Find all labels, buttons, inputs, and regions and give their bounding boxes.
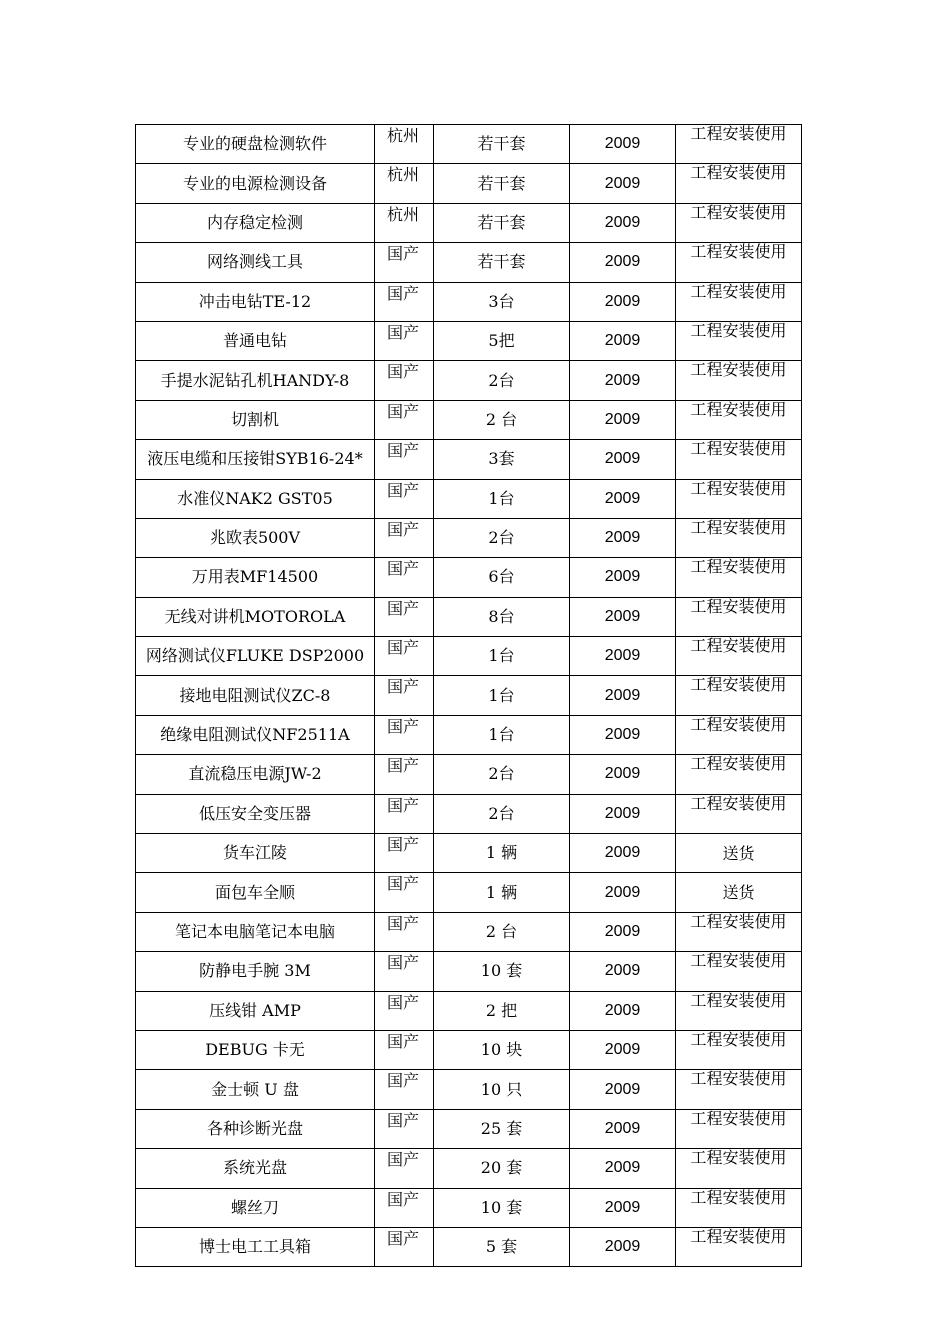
equipment-name-cell: 低压安全变压器 [136, 794, 375, 833]
equipment-name-cell: 货车江陵 [136, 834, 375, 873]
origin-cell: 国产 [375, 243, 434, 282]
table-row [136, 558, 802, 597]
origin-cell: 国产 [375, 991, 434, 1030]
quantity-cell: 2台 [434, 794, 570, 833]
year-cell: 2009 [570, 440, 676, 479]
equipment-name-cell: 金士顿 U 盘 [136, 1070, 375, 1109]
year-cell: 2009 [570, 1149, 676, 1188]
equipment-name-cell: 水准仪NAK2 GST05 [136, 479, 375, 518]
origin-cell: 国产 [375, 597, 434, 636]
quantity-cell: 1 辆 [434, 873, 570, 912]
year-cell: 2009 [570, 1030, 676, 1069]
table-row [136, 321, 802, 360]
equipment-name-cell: 防静电手腕 3M [136, 952, 375, 991]
origin-cell: 国产 [375, 794, 434, 833]
quantity-cell: 8台 [434, 597, 570, 636]
table-row [136, 440, 802, 479]
usage-cell [676, 400, 802, 439]
quantity-cell: 3套 [434, 440, 570, 479]
year-cell: 2009 [570, 597, 676, 636]
origin-cell: 国产 [375, 361, 434, 400]
equipment-name-cell: 系统光盘 [136, 1149, 375, 1188]
table-row [136, 755, 802, 794]
year-cell: 2009 [570, 479, 676, 518]
table-row [136, 1030, 802, 1069]
table-row [136, 912, 802, 951]
year-cell: 2009 [570, 125, 676, 164]
usage-text: 工程安装使用 [690, 991, 787, 1010]
origin-cell: 国产 [375, 1149, 434, 1188]
equipment-name-cell: 接地电阻测试仪ZC-8 [136, 676, 375, 715]
year-cell: 2009 [570, 282, 676, 321]
usage-cell [676, 755, 802, 794]
table-row [136, 1188, 802, 1227]
usage-text: 工程安装使用 [690, 360, 787, 380]
table-row [136, 282, 802, 321]
origin-cell: 国产 [375, 1070, 434, 1109]
equipment-name-cell: 兆欧表500V [136, 518, 375, 557]
usage-text: 工程安装使用 [690, 597, 787, 616]
table-row [136, 400, 802, 439]
origin-cell: 国产 [375, 282, 434, 321]
quantity-cell: 1 辆 [434, 834, 570, 873]
usage-cell [676, 518, 802, 557]
usage-cell [676, 243, 802, 282]
quantity-cell: 10 块 [434, 1030, 570, 1069]
table-row [136, 243, 802, 282]
equipment-name-cell: 面包车全顺 [136, 873, 375, 912]
year-cell: 2009 [570, 361, 676, 400]
usage-text: 工程安装使用 [690, 242, 787, 262]
equipment-name-cell: 内存稳定检测 [136, 203, 375, 242]
table-row [136, 125, 802, 164]
equipment-name-cell: 冲击电钻TE-12 [136, 282, 375, 321]
equipment-name-cell: 笔记本电脑笔记本电脑 [136, 912, 375, 951]
usage-text: 工程安装使用 [690, 479, 787, 498]
quantity-cell: 2台 [434, 518, 570, 557]
equipment-name-cell: 专业的硬盘检测软件 [136, 125, 375, 164]
quantity-cell: 若干套 [434, 243, 570, 282]
origin-cell: 国产 [375, 1227, 434, 1266]
usage-cell [676, 676, 802, 715]
usage-text: 工程安装使用 [690, 794, 787, 813]
usage-cell [676, 164, 802, 203]
usage-cell [676, 282, 802, 321]
year-cell: 2009 [570, 676, 676, 715]
quantity-cell: 25 套 [434, 1109, 570, 1148]
quantity-cell: 1台 [434, 637, 570, 676]
origin-cell: 国产 [375, 321, 434, 360]
quantity-cell: 1台 [434, 715, 570, 754]
origin-cell: 国产 [375, 755, 434, 794]
origin-cell: 国产 [375, 1109, 434, 1148]
usage-cell [676, 794, 802, 833]
usage-text: 工程安装使用 [690, 321, 787, 340]
year-cell: 2009 [570, 991, 676, 1030]
table-row [136, 1109, 802, 1148]
usage-text: 工程安装使用 [690, 715, 787, 734]
quantity-cell: 2 台 [434, 400, 570, 439]
equipment-name-cell: 网络测线工具 [136, 243, 375, 282]
origin-cell: 国产 [375, 400, 434, 439]
year-cell: 2009 [570, 243, 676, 282]
usage-text: 工程安装使用 [690, 951, 787, 971]
table-row [136, 203, 802, 242]
usage-text: 工程安装使用 [690, 282, 787, 301]
usage-text: 工程安装使用 [690, 1030, 787, 1049]
quantity-cell: 2台 [434, 755, 570, 794]
quantity-cell: 1台 [434, 676, 570, 715]
usage-text: 工程安装使用 [690, 636, 787, 656]
origin-cell: 国产 [375, 912, 434, 951]
quantity-cell: 10 套 [434, 952, 570, 991]
equipment-name-cell: 液压电缆和压接钳SYB16-24* [136, 440, 375, 479]
year-cell: 2009 [570, 1188, 676, 1227]
usage-cell [676, 991, 802, 1030]
year-cell: 2009 [570, 715, 676, 754]
equipment-name-cell: 网络测试仪FLUKE DSP2000 [136, 637, 375, 676]
usage-text: 工程安装使用 [690, 754, 787, 774]
year-cell: 2009 [570, 794, 676, 833]
table-row [136, 1149, 802, 1188]
usage-cell [676, 1188, 802, 1227]
table-row [136, 715, 802, 754]
quantity-cell: 5 套 [434, 1227, 570, 1266]
table-row [136, 637, 802, 676]
table-row [136, 873, 802, 912]
usage-text: 工程安装使用 [690, 518, 787, 537]
year-cell: 2009 [570, 952, 676, 991]
origin-cell: 国产 [375, 479, 434, 518]
usage-cell [676, 361, 802, 400]
usage-cell [676, 715, 802, 754]
table-row [136, 991, 802, 1030]
origin-cell: 国产 [375, 676, 434, 715]
equipment-table [135, 124, 802, 1267]
year-cell: 2009 [570, 1227, 676, 1266]
quantity-cell: 若干套 [434, 125, 570, 164]
table-row [136, 794, 802, 833]
usage-text: 工程安装使用 [690, 203, 787, 222]
usage-text: 工程安装使用 [690, 1148, 787, 1168]
usage-cell [676, 321, 802, 360]
usage-cell [676, 1227, 802, 1266]
year-cell: 2009 [570, 203, 676, 242]
equipment-name-cell: 绝缘电阻测试仪NF2511A [136, 715, 375, 754]
quantity-cell: 5把 [434, 321, 570, 360]
quantity-cell: 20 套 [434, 1149, 570, 1188]
table-row [136, 952, 802, 991]
year-cell: 2009 [570, 518, 676, 557]
usage-cell [676, 125, 802, 164]
table-row [136, 518, 802, 557]
usage-cell [676, 203, 802, 242]
quantity-cell: 若干套 [434, 164, 570, 203]
year-cell: 2009 [570, 558, 676, 597]
equipment-name-cell: 无线对讲机MOTOROLA [136, 597, 375, 636]
usage-cell [676, 1109, 802, 1148]
usage-text: 送货 [722, 843, 755, 863]
usage-cell [676, 912, 802, 951]
table-row [136, 834, 802, 873]
origin-cell: 杭州 [375, 203, 434, 242]
equipment-table-body [136, 125, 802, 1267]
table-row [136, 361, 802, 400]
usage-text: 工程安装使用 [690, 1227, 787, 1246]
equipment-name-cell: 各种诊断光盘 [136, 1109, 375, 1148]
usage-text: 工程安装使用 [690, 163, 787, 183]
usage-cell [676, 597, 802, 636]
equipment-name-cell: 螺丝刀 [136, 1188, 375, 1227]
usage-cell [676, 440, 802, 479]
origin-cell: 国产 [375, 952, 434, 991]
equipment-name-cell: 万用表MF14500 [136, 558, 375, 597]
equipment-name-cell: 博士电工工具箱 [136, 1227, 375, 1266]
quantity-cell: 若干套 [434, 203, 570, 242]
usage-text: 工程安装使用 [690, 1109, 787, 1128]
equipment-name-cell: 直流稳压电源JW-2 [136, 755, 375, 794]
year-cell: 2009 [570, 1070, 676, 1109]
usage-cell [676, 1149, 802, 1188]
equipment-name-cell: 切割机 [136, 400, 375, 439]
usage-cell [676, 1070, 802, 1109]
table-row [136, 676, 802, 715]
equipment-name-cell: 专业的电源检测设备 [136, 164, 375, 203]
usage-text: 送货 [722, 883, 755, 903]
table-row [136, 164, 802, 203]
origin-cell: 国产 [375, 518, 434, 557]
usage-text: 工程安装使用 [690, 912, 787, 931]
table-row [136, 479, 802, 518]
usage-text: 工程安装使用 [690, 1188, 787, 1207]
equipment-name-cell: 手提水泥钻孔机HANDY-8 [136, 361, 375, 400]
year-cell: 2009 [570, 912, 676, 951]
quantity-cell: 2台 [434, 361, 570, 400]
quantity-cell: 2 把 [434, 991, 570, 1030]
origin-cell: 杭州 [375, 125, 434, 164]
year-cell: 2009 [570, 637, 676, 676]
origin-cell: 国产 [375, 440, 434, 479]
origin-cell: 国产 [375, 637, 434, 676]
origin-cell: 国产 [375, 558, 434, 597]
usage-text: 工程安装使用 [690, 400, 787, 419]
usage-cell [676, 952, 802, 991]
usage-cell [676, 558, 802, 597]
quantity-cell: 10 只 [434, 1070, 570, 1109]
table-row [136, 1070, 802, 1109]
usage-text: 工程安装使用 [690, 675, 787, 695]
year-cell: 2009 [570, 400, 676, 439]
table-row [136, 597, 802, 636]
year-cell: 2009 [570, 755, 676, 794]
year-cell: 2009 [570, 834, 676, 873]
quantity-cell: 1台 [434, 479, 570, 518]
quantity-cell: 6台 [434, 558, 570, 597]
year-cell: 2009 [570, 873, 676, 912]
usage-cell [676, 1030, 802, 1069]
table-row [136, 1227, 802, 1266]
year-cell: 2009 [570, 1109, 676, 1148]
equipment-name-cell: DEBUG 卡无 [136, 1030, 375, 1069]
quantity-cell: 10 套 [434, 1188, 570, 1227]
usage-cell [676, 479, 802, 518]
origin-cell: 国产 [375, 873, 434, 912]
origin-cell: 国产 [375, 834, 434, 873]
usage-text: 工程安装使用 [690, 124, 787, 143]
usage-cell [676, 873, 802, 912]
quantity-cell: 3台 [434, 282, 570, 321]
usage-cell [676, 834, 802, 873]
quantity-cell: 2 台 [434, 912, 570, 951]
year-cell: 2009 [570, 321, 676, 360]
usage-text: 工程安装使用 [690, 439, 787, 459]
origin-cell: 国产 [375, 715, 434, 754]
equipment-name-cell: 普通电钻 [136, 321, 375, 360]
usage-cell [676, 637, 802, 676]
origin-cell: 国产 [375, 1188, 434, 1227]
year-cell: 2009 [570, 164, 676, 203]
origin-cell: 国产 [375, 1030, 434, 1069]
equipment-name-cell: 压线钳 AMP [136, 991, 375, 1030]
usage-text: 工程安装使用 [690, 557, 787, 577]
usage-text: 工程安装使用 [690, 1069, 787, 1089]
origin-cell: 杭州 [375, 164, 434, 203]
